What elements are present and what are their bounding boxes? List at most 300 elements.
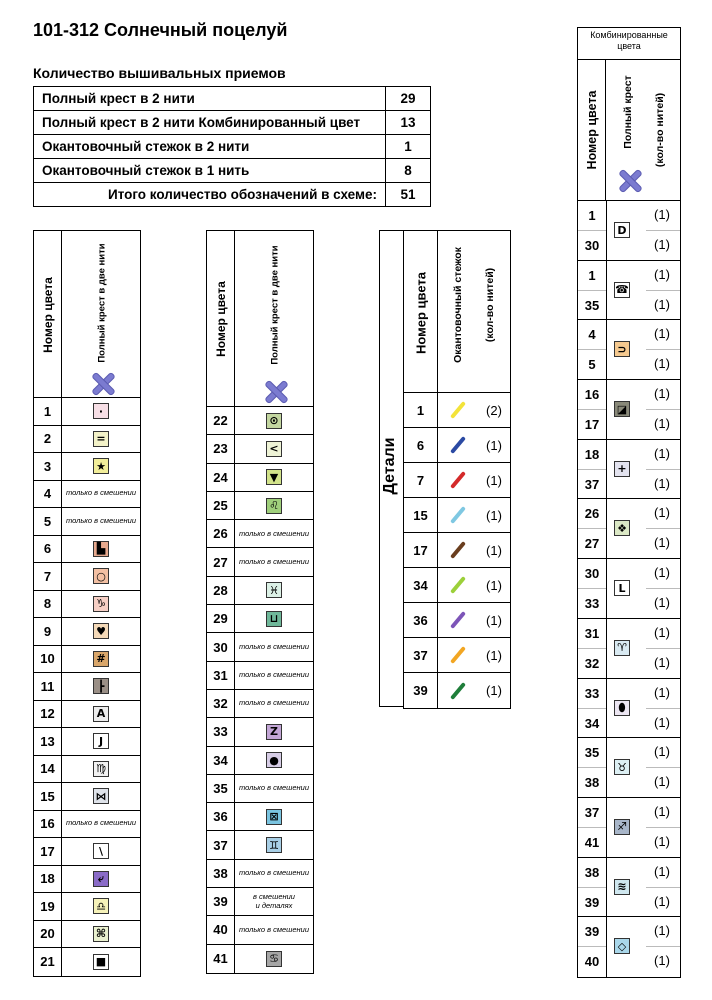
row-divider — [646, 528, 680, 529]
edge-stitch-cell — [438, 638, 478, 672]
column-divider — [606, 320, 607, 379]
combined-color-row — [578, 679, 680, 739]
color-row — [207, 831, 313, 859]
symbol-cell — [62, 481, 140, 508]
symbol-cell — [62, 921, 140, 948]
color-row — [207, 775, 313, 803]
symbol-cell — [235, 690, 313, 717]
color-number: 27 — [207, 548, 235, 575]
stats-total-row — [34, 183, 431, 207]
thread-count-b: (1) — [654, 953, 670, 969]
color-number: 33 — [207, 718, 235, 745]
symbol-cell — [235, 831, 313, 858]
color-number-b: 33 — [584, 596, 600, 612]
color-number: 6 — [404, 428, 438, 462]
column-divider — [606, 261, 607, 320]
color-number: 18 — [34, 866, 62, 893]
chart-symbol-icon: ♊ — [266, 837, 282, 853]
thread-count-a: (1) — [654, 803, 670, 819]
stats-value: 29 — [386, 87, 431, 111]
symbol-cell — [235, 548, 313, 575]
edge-stitch-row — [404, 568, 510, 603]
column-divider — [606, 201, 607, 260]
row-divider — [646, 827, 680, 828]
row-divider — [646, 887, 680, 888]
color-row — [34, 701, 140, 729]
column-divider — [606, 917, 607, 977]
symbol-cell — [62, 398, 140, 425]
symbol-cell — [62, 811, 140, 838]
color-number: 30 — [207, 633, 235, 660]
color-number-a: 38 — [584, 864, 600, 880]
combined-color-row — [578, 559, 680, 619]
chart-symbol-icon: ♉ — [614, 759, 630, 775]
color-number-a: 30 — [584, 566, 600, 582]
chart-symbol-icon: ▙ — [93, 541, 109, 557]
color-number: 19 — [34, 893, 62, 920]
color-row — [207, 747, 313, 775]
thread-count-b: (1) — [654, 535, 670, 551]
symbol-cell — [62, 756, 140, 783]
column-divider — [606, 440, 607, 499]
color-row — [34, 618, 140, 646]
edge-stitch-row — [404, 393, 510, 428]
color-number-a: 33 — [584, 685, 600, 701]
symbol-cell — [614, 819, 630, 835]
cross-stitch-icon — [618, 169, 640, 191]
stats-total-value: 51 — [386, 183, 431, 207]
thread-count-a: (1) — [654, 445, 670, 461]
thread-count-a: (1) — [654, 624, 670, 640]
symbol-cell — [62, 618, 140, 645]
color-number-a: 1 — [588, 267, 596, 283]
column-divider — [606, 559, 607, 618]
color-row — [34, 756, 140, 784]
chart-symbol-icon: D — [614, 222, 630, 238]
color-number: 15 — [34, 783, 62, 810]
color-row — [207, 435, 313, 463]
chart-symbol-icon: ♍ — [93, 761, 109, 777]
color-row — [34, 563, 140, 591]
stats-label: Окантовочный стежок в 2 нити — [34, 135, 386, 159]
color-row — [34, 426, 140, 454]
color-row — [207, 520, 313, 548]
symbol-cell — [62, 646, 140, 673]
thread-count: (1) — [486, 683, 502, 698]
chart-symbol-icon: ▼ — [266, 469, 282, 485]
symbol-cell — [62, 591, 140, 618]
mix-only-note: только в смешении — [238, 556, 310, 566]
thread-count-a: (1) — [654, 505, 670, 521]
stats-total-label: Итого количество обозначений в схеме: — [34, 183, 386, 207]
color-row — [34, 536, 140, 564]
chart-symbol-icon: ■ — [93, 954, 109, 970]
symbol-cell — [62, 563, 140, 590]
color-number: 10 — [34, 646, 62, 673]
color-number: 4 — [34, 481, 62, 508]
chart-symbol-icon: ⊙ — [266, 413, 282, 429]
stats-value: 8 — [386, 159, 431, 183]
thread-count-b: (1) — [654, 237, 670, 252]
combined-color-row — [578, 499, 680, 559]
color-number: 25 — [207, 492, 235, 519]
chart-symbol-icon: = — [93, 431, 109, 447]
stats-label: Полный крест в 2 нити — [34, 87, 386, 111]
color-number: 34 — [404, 568, 438, 602]
symbol-cell — [235, 435, 313, 462]
full-cross-table-right — [206, 230, 314, 974]
color-number-a: 37 — [584, 804, 600, 820]
color-number: 36 — [207, 803, 235, 830]
color-row — [34, 921, 140, 949]
chart-symbol-icon: ● — [266, 752, 282, 768]
thread-count-b: (1) — [654, 774, 670, 790]
symbol-cell — [62, 453, 140, 480]
column-divider — [606, 738, 607, 797]
color-number: 39 — [207, 888, 235, 915]
color-number: 37 — [207, 831, 235, 858]
thread-count: (1) — [486, 612, 502, 628]
color-number-a: 1 — [588, 208, 596, 223]
thread-count-a: (1) — [654, 326, 670, 342]
color-number: 17 — [404, 533, 438, 567]
color-number-b: 37 — [584, 476, 600, 492]
cross-stitch-icon — [264, 380, 286, 402]
symbol-cell — [235, 916, 313, 943]
row-divider — [646, 708, 680, 709]
thread-count: (2) — [486, 402, 502, 418]
symbol-cell — [614, 759, 630, 775]
thread-count-b: (1) — [654, 893, 670, 909]
color-row — [34, 866, 140, 894]
edge-stitch-cell — [438, 463, 478, 497]
chart-symbol-icon: ◇ — [614, 938, 630, 954]
combined-colors-table — [577, 27, 681, 978]
row-divider — [646, 588, 680, 589]
color-number-a: 26 — [584, 506, 600, 522]
mix-only-note: в смешении и деталях — [253, 892, 295, 910]
symbol-cell — [62, 948, 140, 976]
chart-symbol-icon: ♑ — [93, 596, 109, 612]
edge-stitch-row — [404, 463, 510, 498]
symbol-cell — [235, 520, 313, 547]
mix-only-note: только в смешении — [238, 641, 310, 651]
symbol-cell — [62, 728, 140, 755]
chart-symbol-icon: ☎ — [615, 283, 629, 297]
color-number-a: 16 — [584, 387, 600, 403]
color-row — [207, 492, 313, 520]
symbol-cell — [235, 718, 313, 745]
edge-stitch-cell — [438, 568, 478, 602]
stats-value: 1 — [386, 135, 431, 159]
symbol-cell — [235, 492, 313, 519]
thread-count-b: (1) — [654, 475, 670, 491]
column-divider — [606, 858, 607, 917]
chart-symbol-icon: J — [93, 733, 109, 749]
color-row — [207, 633, 313, 661]
row-divider — [646, 946, 680, 947]
color-number: 31 — [207, 662, 235, 689]
stats-label: Окантовочный стежок в 1 нить — [34, 159, 386, 183]
chart-symbol-icon: ⊠ — [266, 809, 282, 825]
color-row — [34, 893, 140, 921]
symbol-cell — [235, 407, 313, 434]
edge-stitch-row — [404, 603, 510, 638]
stitch-count-table — [33, 86, 431, 207]
color-number-b: 32 — [584, 655, 600, 671]
row-divider — [646, 230, 680, 231]
color-number: 12 — [34, 701, 62, 728]
edge-stitch-cell — [438, 603, 478, 637]
symbol-cell — [62, 701, 140, 728]
color-number-a: 31 — [584, 625, 600, 641]
symbol-cell — [614, 401, 630, 417]
thread-count-a: (1) — [654, 684, 670, 700]
color-row — [34, 508, 140, 536]
full-cross-header — [207, 231, 313, 407]
color-number: 35 — [207, 775, 235, 802]
stats-row — [34, 159, 431, 183]
chart-symbol-icon: \ — [93, 843, 109, 859]
column-divider — [606, 798, 607, 857]
color-number-a: 35 — [584, 745, 600, 761]
combined-color-row — [578, 738, 680, 798]
mix-only-note: только в смешении — [65, 515, 137, 525]
stitch-line-icon — [450, 611, 466, 629]
color-number: 9 — [34, 618, 62, 645]
thread-count: (1) — [486, 542, 502, 558]
color-number-b: 27 — [584, 536, 600, 552]
color-row — [207, 803, 313, 831]
color-number: 6 — [34, 536, 62, 563]
stats-row — [34, 111, 431, 135]
row-divider — [646, 648, 680, 649]
column-divider — [606, 380, 607, 439]
symbol-cell — [62, 426, 140, 453]
symbol-cell — [614, 520, 630, 536]
chart-symbol-icon: ○ — [93, 568, 109, 584]
color-row — [207, 605, 313, 633]
column-divider — [606, 679, 607, 738]
thread-count-b: (1) — [654, 595, 670, 611]
chart-symbol-icon: ♥ — [93, 623, 109, 639]
color-number: 39 — [404, 673, 438, 708]
symbol-cell — [235, 577, 313, 604]
color-number-b: 35 — [584, 297, 600, 313]
chart-symbol-icon: · — [93, 403, 109, 419]
color-row — [207, 718, 313, 746]
details-header — [404, 231, 510, 393]
color-number: 40 — [207, 916, 235, 943]
color-number-b: 38 — [584, 775, 600, 791]
symbol-cell — [614, 938, 630, 954]
color-row — [34, 481, 140, 509]
color-number: 38 — [207, 860, 235, 887]
symbol-cell — [614, 341, 630, 357]
edge-stitch-cell — [438, 393, 478, 427]
symbol-cell — [614, 700, 630, 716]
stitch-line-icon — [450, 541, 466, 559]
color-number: 22 — [207, 407, 235, 434]
symbol-cell — [235, 775, 313, 802]
color-number-b: 34 — [584, 715, 600, 731]
full-cross-table-left — [33, 230, 141, 977]
symbol-cell — [235, 860, 313, 887]
chart-symbol-icon: ♓ — [266, 582, 282, 598]
col-threads-label: (кол-во нитей) — [654, 92, 666, 168]
stats-label: Полный крест в 2 нити Комбинированный цвет — [34, 111, 386, 135]
thread-count-b: (1) — [654, 416, 670, 432]
symbol-cell — [235, 803, 313, 830]
color-row — [34, 838, 140, 866]
color-row — [207, 407, 313, 435]
color-row — [207, 916, 313, 944]
symbol-cell — [235, 888, 313, 915]
col-number-label: Номер цвета — [41, 277, 55, 353]
color-row — [34, 673, 140, 701]
thread-count: (1) — [486, 437, 502, 453]
col-stitch-label: Полный крест в две нити — [269, 245, 281, 365]
col-stitch-label: Полный крест в две нити — [96, 243, 108, 363]
color-number: 41 — [207, 945, 235, 973]
thread-count-b: (1) — [654, 356, 670, 372]
chart-symbol-icon: ⋈ — [93, 788, 109, 804]
color-number-a: 39 — [584, 924, 600, 940]
col-edge-stitch-label: Окантовочный стежок — [452, 247, 464, 363]
symbol-cell — [235, 633, 313, 660]
col-threads-label: (кол-во нитей) — [484, 267, 496, 343]
color-number-b: 39 — [584, 894, 600, 910]
edge-stitch-cell — [438, 673, 478, 708]
chart-symbol-icon: ⌘ — [93, 926, 109, 942]
chart-symbol-icon: ≋ — [614, 879, 630, 895]
symbol-cell — [614, 282, 630, 298]
col-number-label: Номер цвета — [585, 90, 599, 170]
thread-count-a: (1) — [654, 565, 670, 581]
mix-only-note: только в смешении — [238, 698, 310, 708]
symbol-cell — [614, 640, 630, 656]
combined-color-row — [578, 261, 680, 321]
color-row — [207, 577, 313, 605]
chart-symbol-icon: ⤶ — [93, 871, 109, 887]
mix-only-note: только в смешении — [238, 670, 310, 679]
col-number-label: Номер цвета — [214, 281, 228, 357]
chart-symbol-icon: ┣ — [93, 678, 109, 694]
row-divider — [646, 469, 680, 470]
symbol-cell — [62, 673, 140, 700]
color-number-b: 41 — [584, 834, 600, 850]
chart-symbol-icon: # — [93, 651, 109, 667]
symbol-cell — [62, 508, 140, 535]
mix-only-note: только в смешении — [65, 818, 137, 828]
color-row — [207, 945, 313, 973]
combined-color-row — [578, 858, 680, 918]
edge-stitch-cell — [438, 533, 478, 567]
chart-symbol-icon: ♌ — [266, 498, 282, 514]
color-number-a: 18 — [584, 446, 600, 462]
edge-stitch-row — [404, 498, 510, 533]
thread-count-a: (1) — [654, 386, 670, 402]
stats-row — [34, 87, 431, 111]
col-stitch-label: Полный крест — [622, 75, 634, 149]
symbol-cell — [62, 866, 140, 893]
color-number: 1 — [404, 393, 438, 427]
color-number: 32 — [207, 690, 235, 717]
combined-color-row — [578, 619, 680, 679]
combined-color-row — [578, 201, 680, 261]
color-number: 24 — [207, 464, 235, 491]
color-number-b: 40 — [584, 954, 600, 970]
color-number-b: 17 — [584, 417, 600, 433]
symbol-cell — [235, 662, 313, 689]
symbol-cell — [614, 879, 630, 895]
color-number: 15 — [404, 498, 438, 532]
edge-stitch-row — [404, 428, 510, 463]
details-table — [403, 230, 511, 709]
combined-color-row — [578, 320, 680, 380]
color-number: 7 — [34, 563, 62, 590]
stats-row — [34, 135, 431, 159]
mix-only-note: только в смешении — [65, 488, 137, 498]
color-number: 3 — [34, 453, 62, 480]
color-row — [34, 646, 140, 674]
stitch-line-icon — [450, 436, 466, 454]
color-number-b: 30 — [584, 238, 600, 253]
color-number: 5 — [34, 508, 62, 535]
color-number: 37 — [404, 638, 438, 672]
chart-symbol-icon: Z — [266, 724, 282, 740]
chart-symbol-icon: < — [266, 441, 282, 457]
thread-count-b: (1) — [654, 654, 670, 670]
thread-count-a: (1) — [654, 207, 670, 222]
color-row — [34, 948, 140, 976]
color-number: 28 — [207, 577, 235, 604]
color-number: 7 — [404, 463, 438, 497]
color-number: 2 — [34, 426, 62, 453]
color-number: 17 — [34, 838, 62, 865]
thread-count-a: (1) — [654, 744, 670, 760]
mix-only-note: только в смешении — [238, 868, 310, 878]
stitch-line-icon — [450, 506, 466, 524]
color-row — [207, 888, 313, 916]
symbol-cell — [235, 464, 313, 491]
thread-count: (1) — [486, 647, 502, 663]
chart-symbol-icon: ♈ — [614, 640, 630, 656]
combined-color-row — [578, 917, 680, 977]
symbol-cell — [62, 783, 140, 810]
page-title: 101-312 Солнечный поцелуй — [33, 20, 288, 40]
cross-stitch-icon — [91, 372, 113, 394]
color-number-a: 4 — [588, 327, 596, 343]
color-number: 11 — [34, 673, 62, 700]
symbol-cell — [62, 893, 140, 920]
color-row — [34, 783, 140, 811]
color-number: 1 — [34, 398, 62, 425]
chart-symbol-icon: ⊔ — [266, 611, 282, 627]
row-divider — [646, 409, 680, 410]
color-number: 23 — [207, 435, 235, 462]
chart-symbol-icon: ♎ — [93, 898, 109, 914]
mix-only-note: только в смешении — [238, 783, 310, 793]
thread-count: (1) — [486, 507, 502, 523]
color-number: 20 — [34, 921, 62, 948]
stats-subtitle: Количество вышивальных приемов — [33, 65, 286, 81]
edge-stitch-cell — [438, 428, 478, 462]
chart-symbol-icon: ★ — [93, 458, 109, 474]
row-divider — [646, 290, 680, 291]
chart-symbol-icon: ♋ — [266, 951, 282, 967]
thread-count-a: (1) — [654, 863, 670, 879]
